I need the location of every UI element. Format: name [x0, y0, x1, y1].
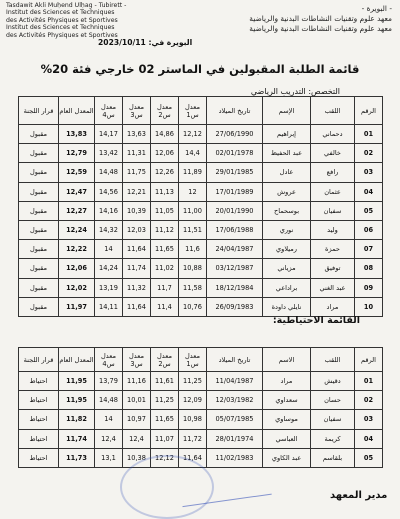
table-cell: 29/01/1985 — [207, 163, 263, 182]
table-cell: مقبول — [19, 125, 59, 144]
table-cell: 03 — [355, 163, 383, 182]
table-cell: 11,7 — [151, 278, 179, 297]
table-cell: 12,06 — [151, 144, 179, 163]
table-cell: 11,00 — [179, 201, 207, 220]
table-row — [19, 182, 383, 201]
table-cell: 03 — [355, 410, 383, 429]
table-cell: سفيان — [311, 410, 355, 429]
table-cell: 10,38 — [123, 448, 151, 467]
table-row — [19, 372, 383, 391]
table-cell: 12,26 — [151, 163, 179, 182]
header-line: Tasdawit Akli Muḥend Ulḥag - Tubirett - — [6, 2, 127, 9]
table-cell: 18/12/1984 — [207, 278, 263, 297]
table-cell: 14,86 — [151, 125, 179, 144]
table-cell: احتياط — [19, 429, 59, 448]
table-cell: 11,74 — [123, 259, 151, 278]
column-header: اللقب — [311, 97, 355, 125]
table-cell: 11,25 — [179, 372, 207, 391]
table-row — [19, 429, 383, 448]
table-row — [19, 391, 383, 410]
table-cell: 11,64 — [179, 448, 207, 467]
column-header: معدل س1 — [179, 97, 207, 125]
table-cell: 17/06/1988 — [207, 220, 263, 239]
header-line: Institut des Sciences et Techniques — [6, 9, 115, 17]
header-line: des Activités Physiques et Sportives — [6, 16, 118, 24]
table-row — [19, 259, 383, 278]
table-cell: حمزة — [311, 240, 355, 259]
column-header: تاريخ الميلاد — [207, 348, 263, 372]
table-cell: 10,01 — [123, 391, 151, 410]
column-header: الرقم — [355, 348, 383, 372]
table-cell: 13,1 — [95, 448, 123, 467]
table-cell: 02/01/1978 — [207, 144, 263, 163]
table-cell: 11/04/1987 — [207, 372, 263, 391]
column-header: معدل س3 — [123, 97, 151, 125]
table-cell: 11,74 — [59, 429, 95, 448]
table-cell: 11,73 — [59, 448, 95, 467]
table-cell: 12,79 — [59, 144, 95, 163]
table-cell: 12,12 — [151, 448, 179, 467]
table-cell: 12,4 — [123, 429, 151, 448]
table-cell: مقبول — [19, 220, 59, 239]
table-cell: 14,11 — [95, 297, 123, 316]
table-cell: موساوي — [263, 410, 311, 429]
table-cell: احتياط — [19, 410, 59, 429]
table-cell: 12,24 — [59, 220, 95, 239]
table-cell: 12/03/1982 — [207, 391, 263, 410]
table-cell: 11,64 — [123, 297, 151, 316]
header-line: معهد علوم وتقنيات النشاطات البدنية والرياضية — [249, 14, 392, 23]
column-header: تاريخ الميلاد — [207, 97, 263, 125]
column-header: الإسم — [263, 97, 311, 125]
table-cell: 04 — [355, 182, 383, 201]
table-cell: دحماني — [311, 125, 355, 144]
table-row — [19, 144, 383, 163]
table-cell: 04 — [355, 429, 383, 448]
column-header: الاسم — [263, 348, 311, 372]
table-cell: 12,09 — [179, 391, 207, 410]
table-cell: 12,12 — [179, 125, 207, 144]
table-cell: 10,39 — [123, 201, 151, 220]
director-signature-label: مدير المعهد — [330, 490, 388, 501]
table-cell: 17/01/1989 — [207, 182, 263, 201]
table-cell: 12,22 — [59, 240, 95, 259]
table-row — [19, 201, 383, 220]
table-cell: مقبول — [19, 259, 59, 278]
table-cell: 14,48 — [95, 163, 123, 182]
header-line: - البويرة - — [361, 4, 392, 13]
column-header: معدل س1 — [179, 348, 207, 372]
table-cell: 11,97 — [59, 297, 95, 316]
table-cell: 11,6 — [179, 240, 207, 259]
table-cell: نوري — [263, 220, 311, 239]
table-cell: مقبول — [19, 240, 59, 259]
reserve-students-table — [18, 347, 383, 468]
table-cell: عثمان — [311, 182, 355, 201]
table-cell: 14,4 — [179, 144, 207, 163]
table-cell: سعداوي — [263, 391, 311, 410]
table-row — [19, 278, 383, 297]
table-cell: 11,07 — [151, 429, 179, 448]
table-cell: 02 — [355, 144, 383, 163]
table-cell: كريمة — [311, 429, 355, 448]
table-cell: 11,58 — [179, 278, 207, 297]
table-cell: 14,24 — [95, 259, 123, 278]
table-cell: 01 — [355, 372, 383, 391]
table-cell: 10,98 — [179, 410, 207, 429]
table-cell: حسان — [311, 391, 355, 410]
header-line: des Activités Physiques et Sportives — [6, 31, 118, 39]
table-cell: 28/01/1974 — [207, 429, 263, 448]
table-cell: مزياني — [263, 259, 311, 278]
column-header: معدل س4 — [95, 97, 123, 125]
table-cell: 11,95 — [59, 372, 95, 391]
table-cell: 11,05 — [151, 201, 179, 220]
table-cell: براداعي — [263, 278, 311, 297]
table-cell: 11,65 — [151, 240, 179, 259]
table-cell: 12,03 — [123, 220, 151, 239]
table-cell: 12,47 — [59, 182, 95, 201]
table-cell: 05 — [355, 448, 383, 467]
table-cell: 11,65 — [151, 410, 179, 429]
table-cell: 20/01/1990 — [207, 201, 263, 220]
table-cell: 11,61 — [151, 372, 179, 391]
table-cell: 24/04/1987 — [207, 240, 263, 259]
table-cell: عادل — [263, 163, 311, 182]
reserve-list-title: القائمة الاحتياطية: — [272, 315, 360, 326]
table-cell: 14,17 — [95, 125, 123, 144]
header-line: معهد علوم وتقنيات النشاطات البدنية والرياضية — [249, 24, 392, 33]
institute-header-ar — [192, 4, 392, 34]
table-cell: عبد الغني — [311, 278, 355, 297]
table-cell: 14,48 — [95, 391, 123, 410]
header-line: Institut des Sciences et Techniques — [6, 24, 115, 32]
table-cell: 01 — [355, 125, 383, 144]
table-cell: 12,06 — [59, 259, 95, 278]
column-header: معدل س2 — [151, 348, 179, 372]
table-cell: 12,4 — [95, 429, 123, 448]
table-cell: 11,89 — [179, 163, 207, 182]
table-cell: 10,88 — [179, 259, 207, 278]
table-cell: احتياط — [19, 448, 59, 467]
table-row — [19, 297, 383, 316]
table-cell: 11,51 — [179, 220, 207, 239]
table-cell: وليد — [311, 220, 355, 239]
table-cell: 11,75 — [123, 163, 151, 182]
table-cell: 09 — [355, 278, 383, 297]
column-header: معدل س3 — [123, 348, 151, 372]
table-cell: مراد — [263, 372, 311, 391]
table-row — [19, 220, 383, 239]
table-cell: بوسحماح — [263, 201, 311, 220]
column-header: المعدل العام — [59, 348, 95, 372]
table-cell: 10 — [355, 297, 383, 316]
table-cell: عبد الحفيظ — [263, 144, 311, 163]
table-cell: 02 — [355, 391, 383, 410]
column-header: معدل س4 — [95, 348, 123, 372]
table-cell: 13,63 — [123, 125, 151, 144]
table-cell: 11,95 — [59, 391, 95, 410]
table-cell: 12,02 — [59, 278, 95, 297]
table-cell: 11,72 — [179, 429, 207, 448]
table-cell: 14,32 — [95, 220, 123, 239]
table-cell: 03/12/1987 — [207, 259, 263, 278]
table-cell: مقبول — [19, 144, 59, 163]
table-cell: 11,02 — [151, 259, 179, 278]
table-cell: 11/02/1983 — [207, 448, 263, 467]
table-cell: مراد — [311, 297, 355, 316]
table-cell: 11,31 — [123, 144, 151, 163]
document-date: البويرة في: 2023/10/11 — [98, 38, 193, 47]
table-cell: 14,16 — [95, 201, 123, 220]
table-cell: خالفي — [311, 144, 355, 163]
table-cell: 13,79 — [95, 372, 123, 391]
table-cell: رافع — [311, 163, 355, 182]
table-cell: 11,64 — [123, 240, 151, 259]
table-cell: 10,76 — [179, 297, 207, 316]
table-cell: 13,42 — [95, 144, 123, 163]
table-cell: 05 — [355, 201, 383, 220]
table-cell: رميلاوي — [263, 240, 311, 259]
table-cell: 11,4 — [151, 297, 179, 316]
table-cell: 13,19 — [95, 278, 123, 297]
table-cell: 11,12 — [151, 220, 179, 239]
table-cell: 26/09/1983 — [207, 297, 263, 316]
accepted-students-table — [18, 96, 383, 317]
page-title: قائمة الطلبة المقبولين في الماستر 02 خارجي فئة 20% — [40, 62, 360, 76]
table-row — [19, 163, 383, 182]
table-cell: مقبول — [19, 201, 59, 220]
table-cell: نايلي داودة — [263, 297, 311, 316]
table-cell: 05/07/1985 — [207, 410, 263, 429]
table-cell: مقبول — [19, 182, 59, 201]
table-cell: إبراهيم — [263, 125, 311, 144]
column-header: قرار اللجنة — [19, 348, 59, 372]
table-cell: 12,27 — [59, 201, 95, 220]
column-header: قرار اللجنة — [19, 97, 59, 125]
table-row — [19, 125, 383, 144]
table-cell: 08 — [355, 259, 383, 278]
table-cell: 11,13 — [151, 182, 179, 201]
table-row — [19, 410, 383, 429]
table-cell: 11,82 — [59, 410, 95, 429]
table-cell: 14 — [95, 240, 123, 259]
table-cell: توفيق — [311, 259, 355, 278]
column-header: معدل س2 — [151, 97, 179, 125]
table-cell: 11,32 — [123, 278, 151, 297]
table-cell: احتياط — [19, 391, 59, 410]
column-header: اللقب — [311, 348, 355, 372]
table-cell: العباسي — [263, 429, 311, 448]
table-cell: 06 — [355, 220, 383, 239]
table-cell: 10,97 — [123, 410, 151, 429]
table-cell: 12,59 — [59, 163, 95, 182]
institute-header-fr — [6, 2, 176, 39]
table-cell: 13,83 — [59, 125, 95, 144]
table-cell: عبد الكاوي — [263, 448, 311, 467]
table-cell: مقبول — [19, 278, 59, 297]
table-cell: مقبول — [19, 297, 59, 316]
table-cell: 11,25 — [151, 391, 179, 410]
table-cell: 07 — [355, 240, 383, 259]
table-cell: سفيان — [311, 201, 355, 220]
table-cell: 27/06/1990 — [207, 125, 263, 144]
table-cell: احتياط — [19, 372, 59, 391]
table-cell: دقيش — [311, 372, 355, 391]
table-cell: 14,56 — [95, 182, 123, 201]
table-cell: 12,21 — [123, 182, 151, 201]
table-cell: مقبول — [19, 163, 59, 182]
table-row — [19, 240, 383, 259]
column-header: المعدل العام — [59, 97, 95, 125]
table-cell: عروش — [263, 182, 311, 201]
column-header: الرقم — [355, 97, 383, 125]
specialty-label: التخصص: التدريب الرياضي — [250, 87, 340, 96]
table-cell: 12 — [179, 182, 207, 201]
table-cell: 14 — [95, 410, 123, 429]
table-cell: بلقاسم — [311, 448, 355, 467]
table-cell: 11,16 — [123, 372, 151, 391]
